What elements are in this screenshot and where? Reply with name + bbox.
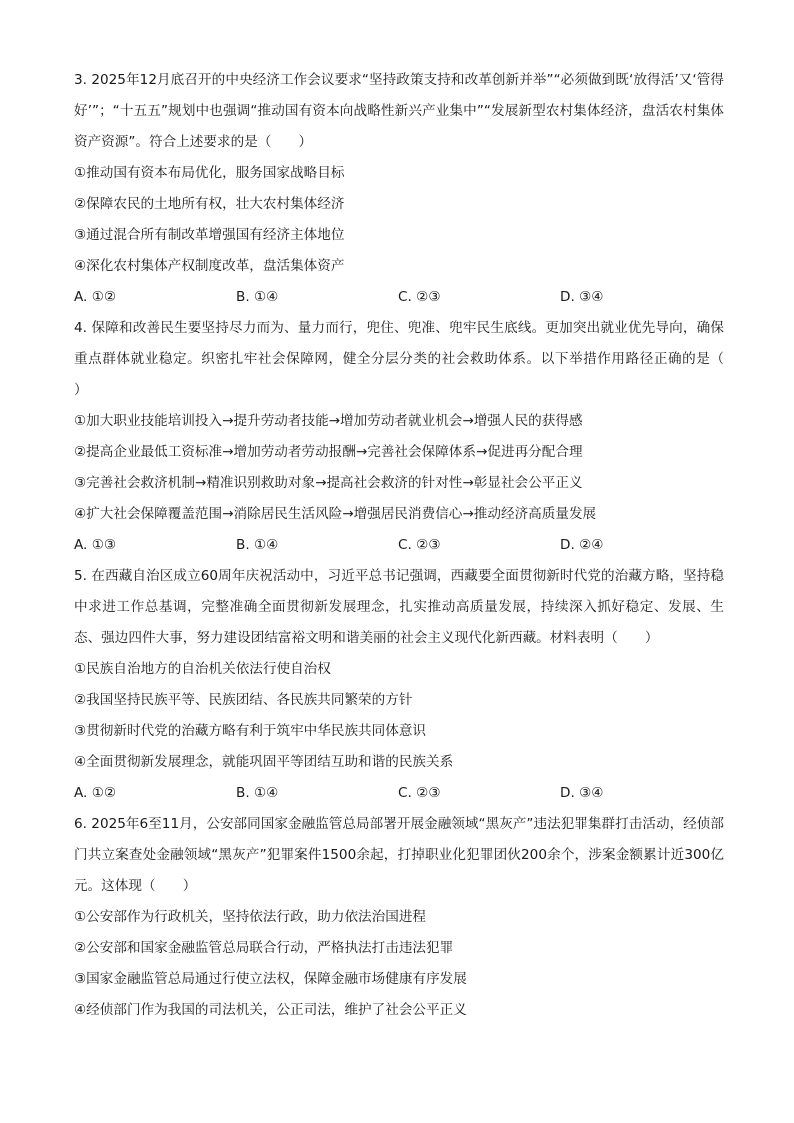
question-6 bbox=[74, 809, 724, 1026]
question-stem: 6. 2025年6至11月，公安部同国家金融监管总局部署开展金融领域“黑灰产”违法犯罪集群打击活动，经侦部门共立案查处金融领域“黑灰产”犯罪案件1500余起，打掉职业化犯罪团伙200余个，涉案金额累计近300亿元。这体现（ ） bbox=[74, 816, 724, 894]
question-4 bbox=[74, 313, 752, 561]
statement-2: ②公安部和国家金融监管总局联合行动，严格执法打击违法犯罪 bbox=[74, 940, 454, 956]
statement-4: ④深化农村集体产权制度改革，盘活集体资产 bbox=[74, 258, 345, 274]
answer-choices bbox=[74, 282, 724, 313]
statement-4: ④经侦部门作为我国的司法机关，公正司法，维护了社会公平正义 bbox=[74, 1002, 467, 1018]
choice-a[interactable]: A. ①③ bbox=[74, 537, 117, 553]
statement-3: ③贯彻新时代党的治藏方略有利于筑牢中华民族共同体意识 bbox=[74, 723, 427, 739]
choice-c[interactable]: C. ②③ bbox=[398, 537, 441, 553]
question-stem: 4. 保障和改善民生要坚持尽力而为、量力而行，兜住、兜准、兜牢民生底线。更加突出就业优先导向，确保重点群体就业稳定。织密扎牢社会保障网，健全分层分类的社会救助体系。以下举措作用路径正确的是（ ） bbox=[74, 320, 752, 398]
choice-a[interactable]: A. ①② bbox=[74, 289, 117, 305]
question-stem: 3. 2025年12月底召开的中央经济工作会议要求“坚持政策支持和改革创新并举”“必须做到既‘放得活’又‘管得好’”；“十五五”规划中也强调“推动国有资本向战略性新兴产业集中”“发展新型农村集体经济，盘活农村集体资产资源”。符合上述要求的是（ ） bbox=[74, 72, 724, 150]
statement-3: ③完善社会救济机制→精准识别救助对象→提高社会救济的针对性→彰显社会公平正义 bbox=[74, 475, 583, 491]
choice-c[interactable]: C. ②③ bbox=[398, 289, 441, 305]
statement-4: ④扩大社会保障覆盖范围→消除居民生活风险→增强居民消费信心→推动经济高质量发展 bbox=[74, 506, 597, 522]
answer-choices bbox=[74, 530, 724, 561]
question-5 bbox=[74, 561, 724, 809]
statement-2: ②提高企业最低工资标准→增加劳动者劳动报酬→完善社会保障体系→促进再分配合理 bbox=[74, 444, 583, 460]
choice-c[interactable]: C. ②③ bbox=[398, 785, 441, 801]
statement-3: ③国家金融监管总局通过行使立法权，保障金融市场健康有序发展 bbox=[74, 971, 467, 987]
statement-1: ①公安部作为行政机关，坚持依法行政，助力依法治国进程 bbox=[74, 909, 427, 925]
choice-b[interactable]: B. ①④ bbox=[236, 289, 279, 305]
statement-1: ①推动国有资本布局优化，服务国家战略目标 bbox=[74, 165, 345, 181]
choice-b[interactable]: B. ①④ bbox=[236, 785, 279, 801]
choice-d[interactable]: D. ③④ bbox=[560, 785, 604, 801]
choice-d[interactable]: D. ③④ bbox=[560, 289, 604, 305]
statement-4: ④全面贯彻新发展理念，就能巩固平等团结互助和谐的民族关系 bbox=[74, 754, 454, 770]
answer-choices bbox=[74, 778, 724, 809]
statement-1: ①民族自治地方的自治机关依法行使自治权 bbox=[74, 661, 331, 677]
choice-a[interactable]: A. ①② bbox=[74, 785, 117, 801]
choice-b[interactable]: B. ①④ bbox=[236, 537, 279, 553]
choice-d[interactable]: D. ②④ bbox=[560, 537, 604, 553]
statement-3: ③通过混合所有制改革增强国有经济主体地位 bbox=[74, 227, 345, 243]
statement-1: ①加大职业技能培训投入→提升劳动者技能→增加劳动者就业机会→增强人民的获得感 bbox=[74, 413, 583, 429]
statement-2: ②保障农民的土地所有权，壮大农村集体经济 bbox=[74, 196, 345, 212]
statement-2: ②我国坚持民族平等、民族团结、各民族共同繁荣的方针 bbox=[74, 692, 413, 708]
question-stem: 5. 在西藏自治区成立60周年庆祝活动中，习近平总书记强调，西藏要全面贯彻新时代党的治藏方略，坚持稳中求进工作总基调，完整准确全面贯彻新发展理念，扎实推动高质量发展，持续深入抓好稳定、发展、生态、强边四件大事，努力建设团结富裕文明和谐美丽的社会主义现代化新西藏。材料表明（ ） bbox=[74, 568, 724, 646]
question-3 bbox=[74, 65, 724, 313]
